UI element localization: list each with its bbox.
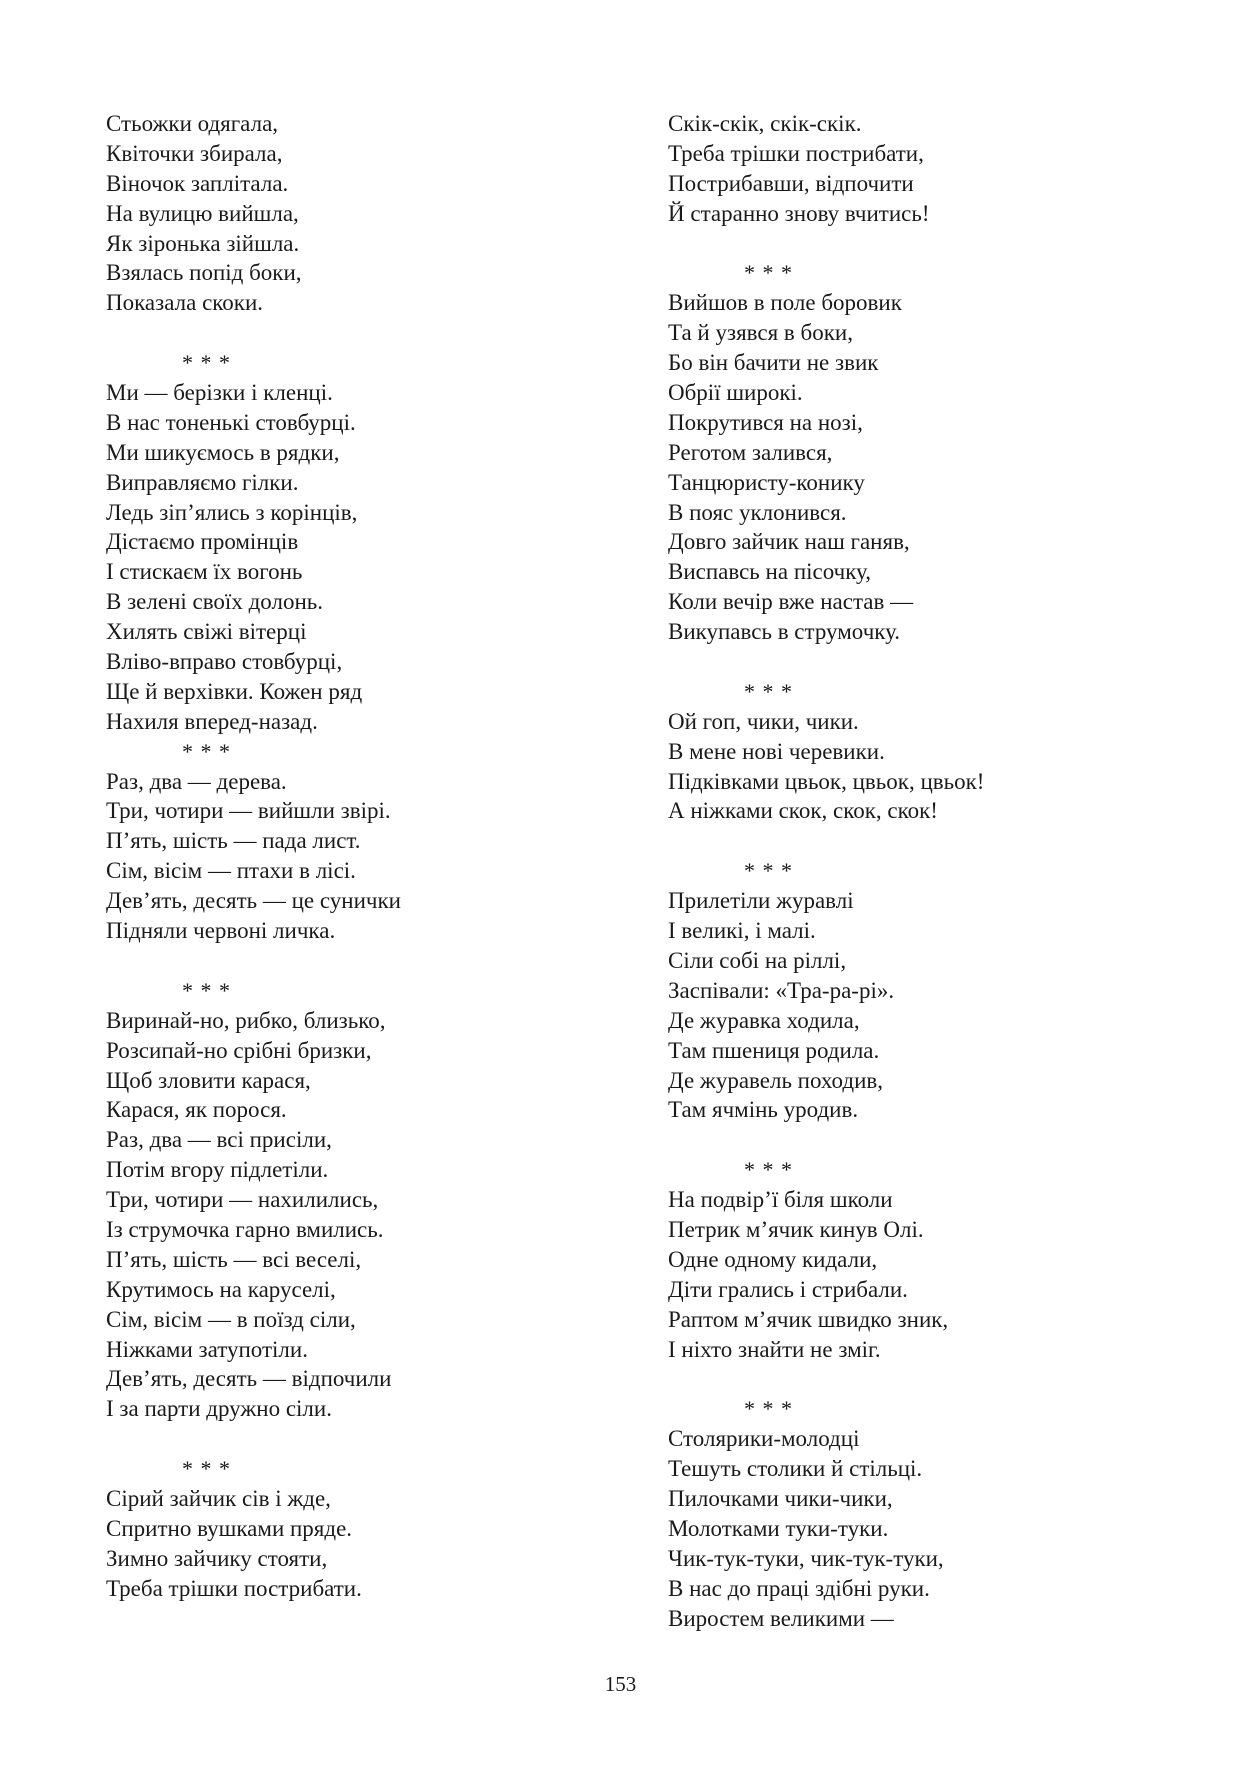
poem-line: Й старанно знову вчитись! — [668, 200, 930, 226]
poem-line: В зелені своїх долонь. — [106, 589, 323, 615]
stanza-separator: * * * — [744, 678, 793, 704]
poem-line: Три, чотири — нахилились, — [106, 1187, 379, 1213]
poem-line: На вулицю вийшла, — [106, 200, 299, 226]
poem-line: Столярики-молодці — [668, 1426, 860, 1452]
poem-line: Виправляємо гілки. — [106, 469, 299, 495]
poem-line: В пояс уклонився. — [668, 499, 847, 525]
stanza-separator: * * * — [744, 1157, 793, 1183]
poem-line: Хилять свіжі вітерці — [106, 619, 307, 645]
poem-stanza — [668, 288, 1188, 647]
poem-line: Діти грались і стрибали. — [668, 1276, 908, 1302]
poem-line: Треба трішки пострибати. — [106, 1575, 362, 1601]
poem-stanza — [668, 109, 1188, 229]
stanza-gap — [668, 647, 1188, 677]
poem-line: Карася, як порося. — [106, 1097, 287, 1123]
stanza-separator: * * * — [182, 1456, 231, 1482]
poem-line: Показала скоки. — [106, 290, 264, 316]
poem-line: Там пшениця родила. — [668, 1037, 880, 1063]
stanza-gap — [668, 229, 1188, 259]
stanza-separator: * * * — [744, 858, 793, 884]
poem-line: Обрії широкі. — [668, 380, 803, 406]
stanza-separator: * * * — [182, 350, 231, 376]
poem-line: Треба трішки пострибати, — [668, 140, 924, 166]
poem-line: Пилочками чики-чики, — [668, 1485, 893, 1511]
poem-line: Ще й верхівки. Кожен ряд — [106, 678, 363, 704]
poem-line: Бо він бачити не звик — [668, 350, 879, 376]
poem-line: Віночок заплітала. — [106, 170, 289, 196]
poem-line: Щоб зловити карася, — [106, 1067, 311, 1093]
poem-line: Раптом м’ячик швидко зник, — [668, 1306, 949, 1332]
poem-stanza — [668, 1424, 1188, 1633]
poem-line: Ой гоп, чики, чики. — [668, 708, 859, 734]
stanza-gap — [668, 826, 1188, 856]
poem-line: Як зіронька зійшла. — [106, 230, 300, 256]
poem-line: Реготом залився, — [668, 439, 833, 465]
poem-line: Сім, вісім — птахи в лісі. — [106, 858, 356, 884]
poem-line: Спритно вушками пряде. — [106, 1515, 353, 1541]
poem-line: Вліво-вправо стовбурці, — [106, 649, 343, 675]
poem-line: Чик-тук-туки, чик-тук-туки, — [668, 1545, 944, 1571]
poem-line: Три, чотири — вийшли звірі. — [106, 798, 391, 824]
poem-line: Взялась попід боки, — [106, 260, 302, 286]
poem-stanza — [106, 1006, 626, 1424]
poem-stanza — [668, 886, 1188, 1125]
poem-line: Де журавка ходила, — [668, 1007, 860, 1033]
poem-line: Крутимось на каруселі, — [106, 1276, 336, 1302]
poem-line: Ми — берізки і кленці. — [106, 380, 333, 406]
poem-line: Вийшов в поле боровик — [668, 290, 902, 316]
stanza-gap — [106, 318, 626, 348]
poem-line: Ледь зіп’ялись з корінців, — [106, 499, 358, 525]
poem-line: Ніжками затупотіли. — [106, 1336, 308, 1362]
poem-stanza — [106, 378, 626, 737]
poem-line: Квіточки збирала, — [106, 140, 283, 166]
poem-stanza — [106, 109, 626, 318]
poem-line: В мене нові черевики. — [668, 738, 885, 764]
poem-line: Петрик м’ячик кинув Олі. — [668, 1216, 924, 1242]
poem-line: П’ять, шість — всі веселі, — [106, 1246, 362, 1272]
poem-line: П’ять, шість — пада лист. — [106, 828, 361, 854]
poem-line: В нас до праці здібні руки. — [668, 1575, 930, 1601]
poem-line: Там ячмінь уродив. — [668, 1097, 859, 1123]
stanza-gap — [106, 1424, 626, 1454]
poem-line: Нахиля вперед-назад. — [106, 708, 318, 734]
poem-line: Пострибавши, відпочити — [668, 170, 914, 196]
poem-line: Коли вечір вже настав — — [668, 589, 914, 615]
stanza-separator: * * * — [744, 260, 793, 286]
stanza-separator: * * * — [182, 977, 231, 1003]
poem-line: Дев’ять, десять — відпочили — [106, 1366, 392, 1392]
poem-line: Викупавсь в струмочку. — [668, 619, 901, 645]
poem-line: І ніхто знайти не зміг. — [668, 1336, 881, 1362]
poem-line: Підківками цвьок, цвьок, цвьок! — [668, 768, 985, 794]
poem-line: Довго зайчик наш ганяв, — [668, 529, 910, 555]
stanza-separator: * * * — [182, 738, 231, 764]
poem-line: Скік-скік, скік-скік. — [668, 111, 862, 136]
poem-line: А ніжками скок, скок, скок! — [668, 798, 938, 824]
poem-line: Дістаємо промінців — [106, 529, 299, 555]
poem-line: І за парти дружно сіли. — [106, 1396, 332, 1422]
poem-line: Сім, вісім — в поїзд сіли, — [106, 1306, 356, 1332]
poem-line: Де журавель походив, — [668, 1067, 883, 1093]
poem-line: Покрутився на нозі, — [668, 409, 863, 435]
stanza-gap — [668, 1125, 1188, 1155]
poem-line: Розсипай-но срібні бризки, — [106, 1037, 372, 1063]
poem-line: Із струмочка гарно вмились. — [106, 1216, 384, 1242]
poem-line: І великі, і малі. — [668, 918, 816, 944]
poem-line: Танцюристу-конику — [668, 469, 865, 495]
poem-line: В нас тоненькі стовбурці. — [106, 409, 356, 435]
poem-stanza — [668, 1185, 1188, 1364]
stanza-gap — [106, 946, 626, 976]
stanza-gap — [668, 1364, 1188, 1394]
left-column — [106, 109, 626, 1604]
poem-line: Виринай-но, рибко, близько, — [106, 1007, 386, 1033]
poem-line: Виростем великими — — [668, 1605, 894, 1631]
poem-line: На подвір’ї біля школи — [668, 1187, 893, 1213]
poem-line: Одне одному кидали, — [668, 1246, 878, 1272]
poem-line: Виспавсь на пісочку, — [668, 559, 871, 585]
poem-line: Заспівали: «Тра-ра-рі». — [668, 977, 895, 1003]
poem-line: Стьожки одягала, — [106, 111, 279, 136]
poem-line: Ми шикуємось в рядки, — [106, 439, 340, 465]
poem-line: І стискаєм їх вогонь — [106, 559, 303, 585]
poem-line: Підняли червоні личка. — [106, 918, 336, 944]
poem-line: Раз, два — дерева. — [106, 768, 287, 794]
poem-line: Та й узявся в боки, — [668, 320, 853, 346]
poem-line: Зимно зайчику стояти, — [106, 1545, 328, 1571]
stanza-separator: * * * — [744, 1396, 793, 1422]
poem-line: Тешуть столики й стільці. — [668, 1456, 923, 1482]
poem-line: Сіли собі на ріллі, — [668, 947, 847, 973]
poem-stanza — [668, 707, 1188, 827]
poem-stanza — [106, 1484, 626, 1604]
right-column — [668, 109, 1188, 1633]
poem-line: Молотками туки-туки. — [668, 1515, 889, 1541]
poem-line: Раз, два — всі присіли, — [106, 1127, 332, 1153]
poem-line: Сірий зайчик сів і жде, — [106, 1485, 331, 1511]
poem-line: Дев’ять, десять — це сунички — [106, 888, 401, 914]
poem-line: Потім вгору підлетіли. — [106, 1157, 329, 1183]
poem-line: Прилетіли журавлі — [668, 888, 854, 914]
poem-stanza — [106, 767, 626, 946]
page-number: 153 — [604, 1672, 637, 1696]
